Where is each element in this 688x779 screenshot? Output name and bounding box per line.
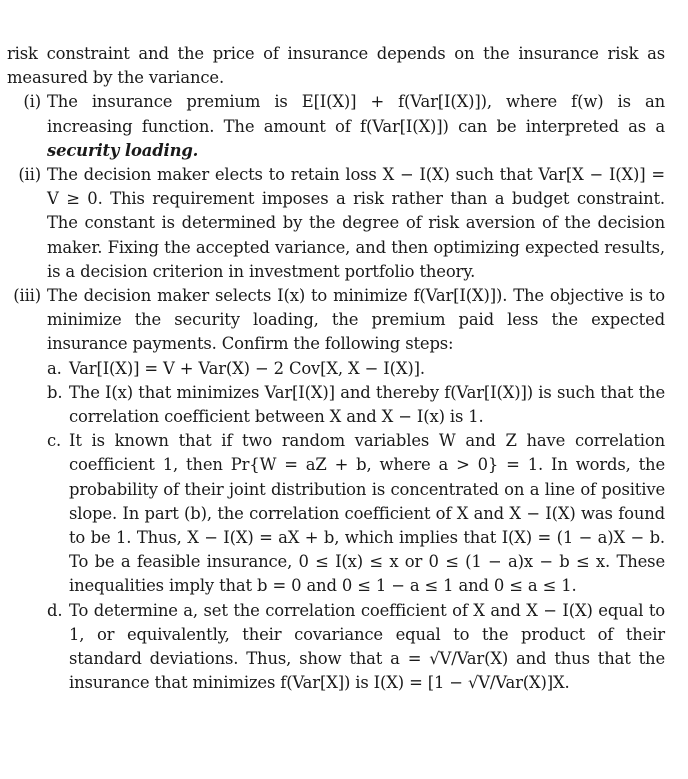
item-iii <box>7 284 665 695</box>
item-label: (i) <box>23 92 41 112</box>
step-label: d. <box>47 600 63 620</box>
item-text: The decision maker selects I(x) to minimize f(Var[I(X)]). The objective is to minimize the security loading, the premium paid less the expected insurance payments. Confirm the following steps: <box>47 286 665 354</box>
step-text: The I(x) that minimizes Var[I(X)] and thereby f(Var[I(X)]) is such that the correlation coefficient between X and X − I(x) is 1. <box>69 382 665 427</box>
step-a <box>47 357 665 381</box>
step-list <box>47 357 665 696</box>
item-text: The insurance premium is E[I(X)] + f(Var[I(X)]), where f(w) is an increasing function. The amount of f(Var[I(X)]) can be interpreted as a <box>47 92 665 136</box>
item-label: (iii) <box>13 286 41 306</box>
step-text: It is known that if two random variables W and Z have correlation coefficient 1, then Pr{W = aZ + b, where a > 0} = 1. In words, the probability of their joint distribution is concentrated on a line of positive slope. In part (b), the correlation coefficient of X and X − I(X) was found to be 1. Thus, X − I(X) = aX + b, which implies that I(X) = (1 − a)X − b. To be a feasible insurance, 0 ≤ I(x) ≤ x or 0 ≤ (1 − a)x − b ≤ x. These inequalities imply that b = 0 and 0 ≤ 1 − a ≤ 1 and 0 ≤ a ≤ 1. <box>69 431 665 596</box>
step-text: To determine a, set the correlation coefficient of X and X − I(X) equal to 1, or equivalently, their covariance equal to the product of their standard deviations. Thus, show that a = √V/Var(X) and thus that the insurance that minimizes f(Var[X]) is I(X) = [1 − √V/Var(X)]X. <box>69 600 665 693</box>
step-d <box>47 599 665 696</box>
intro-paragraph: risk constraint and the price of insurance depends on the insurance risk as measured by the variance. <box>7 44 665 88</box>
step-b <box>47 381 665 429</box>
step-label: a. <box>47 358 62 378</box>
item-i <box>7 90 665 163</box>
item-text: The decision maker elects to retain loss X − I(X) such that Var[X − I(X)] = V ≥ 0. This requirement imposes a risk rather than a budget constraint. The constant is determined by the degree of risk aversion of the decision maker. Fixing the accepted variance, and then optimizing expected results, is a decision criterion in investment portfolio theory. <box>47 165 665 281</box>
emphasis-text: security loading. <box>47 140 199 160</box>
item-ii <box>7 163 665 284</box>
step-c <box>47 429 665 598</box>
step-label: c. <box>47 431 62 451</box>
item-label: (ii) <box>18 165 41 185</box>
document-page <box>7 42 665 695</box>
step-text: Var[I(X)] = V + Var(X) − 2 Cov[X, X − I(X)]. <box>69 358 425 378</box>
step-label: b. <box>47 382 63 402</box>
